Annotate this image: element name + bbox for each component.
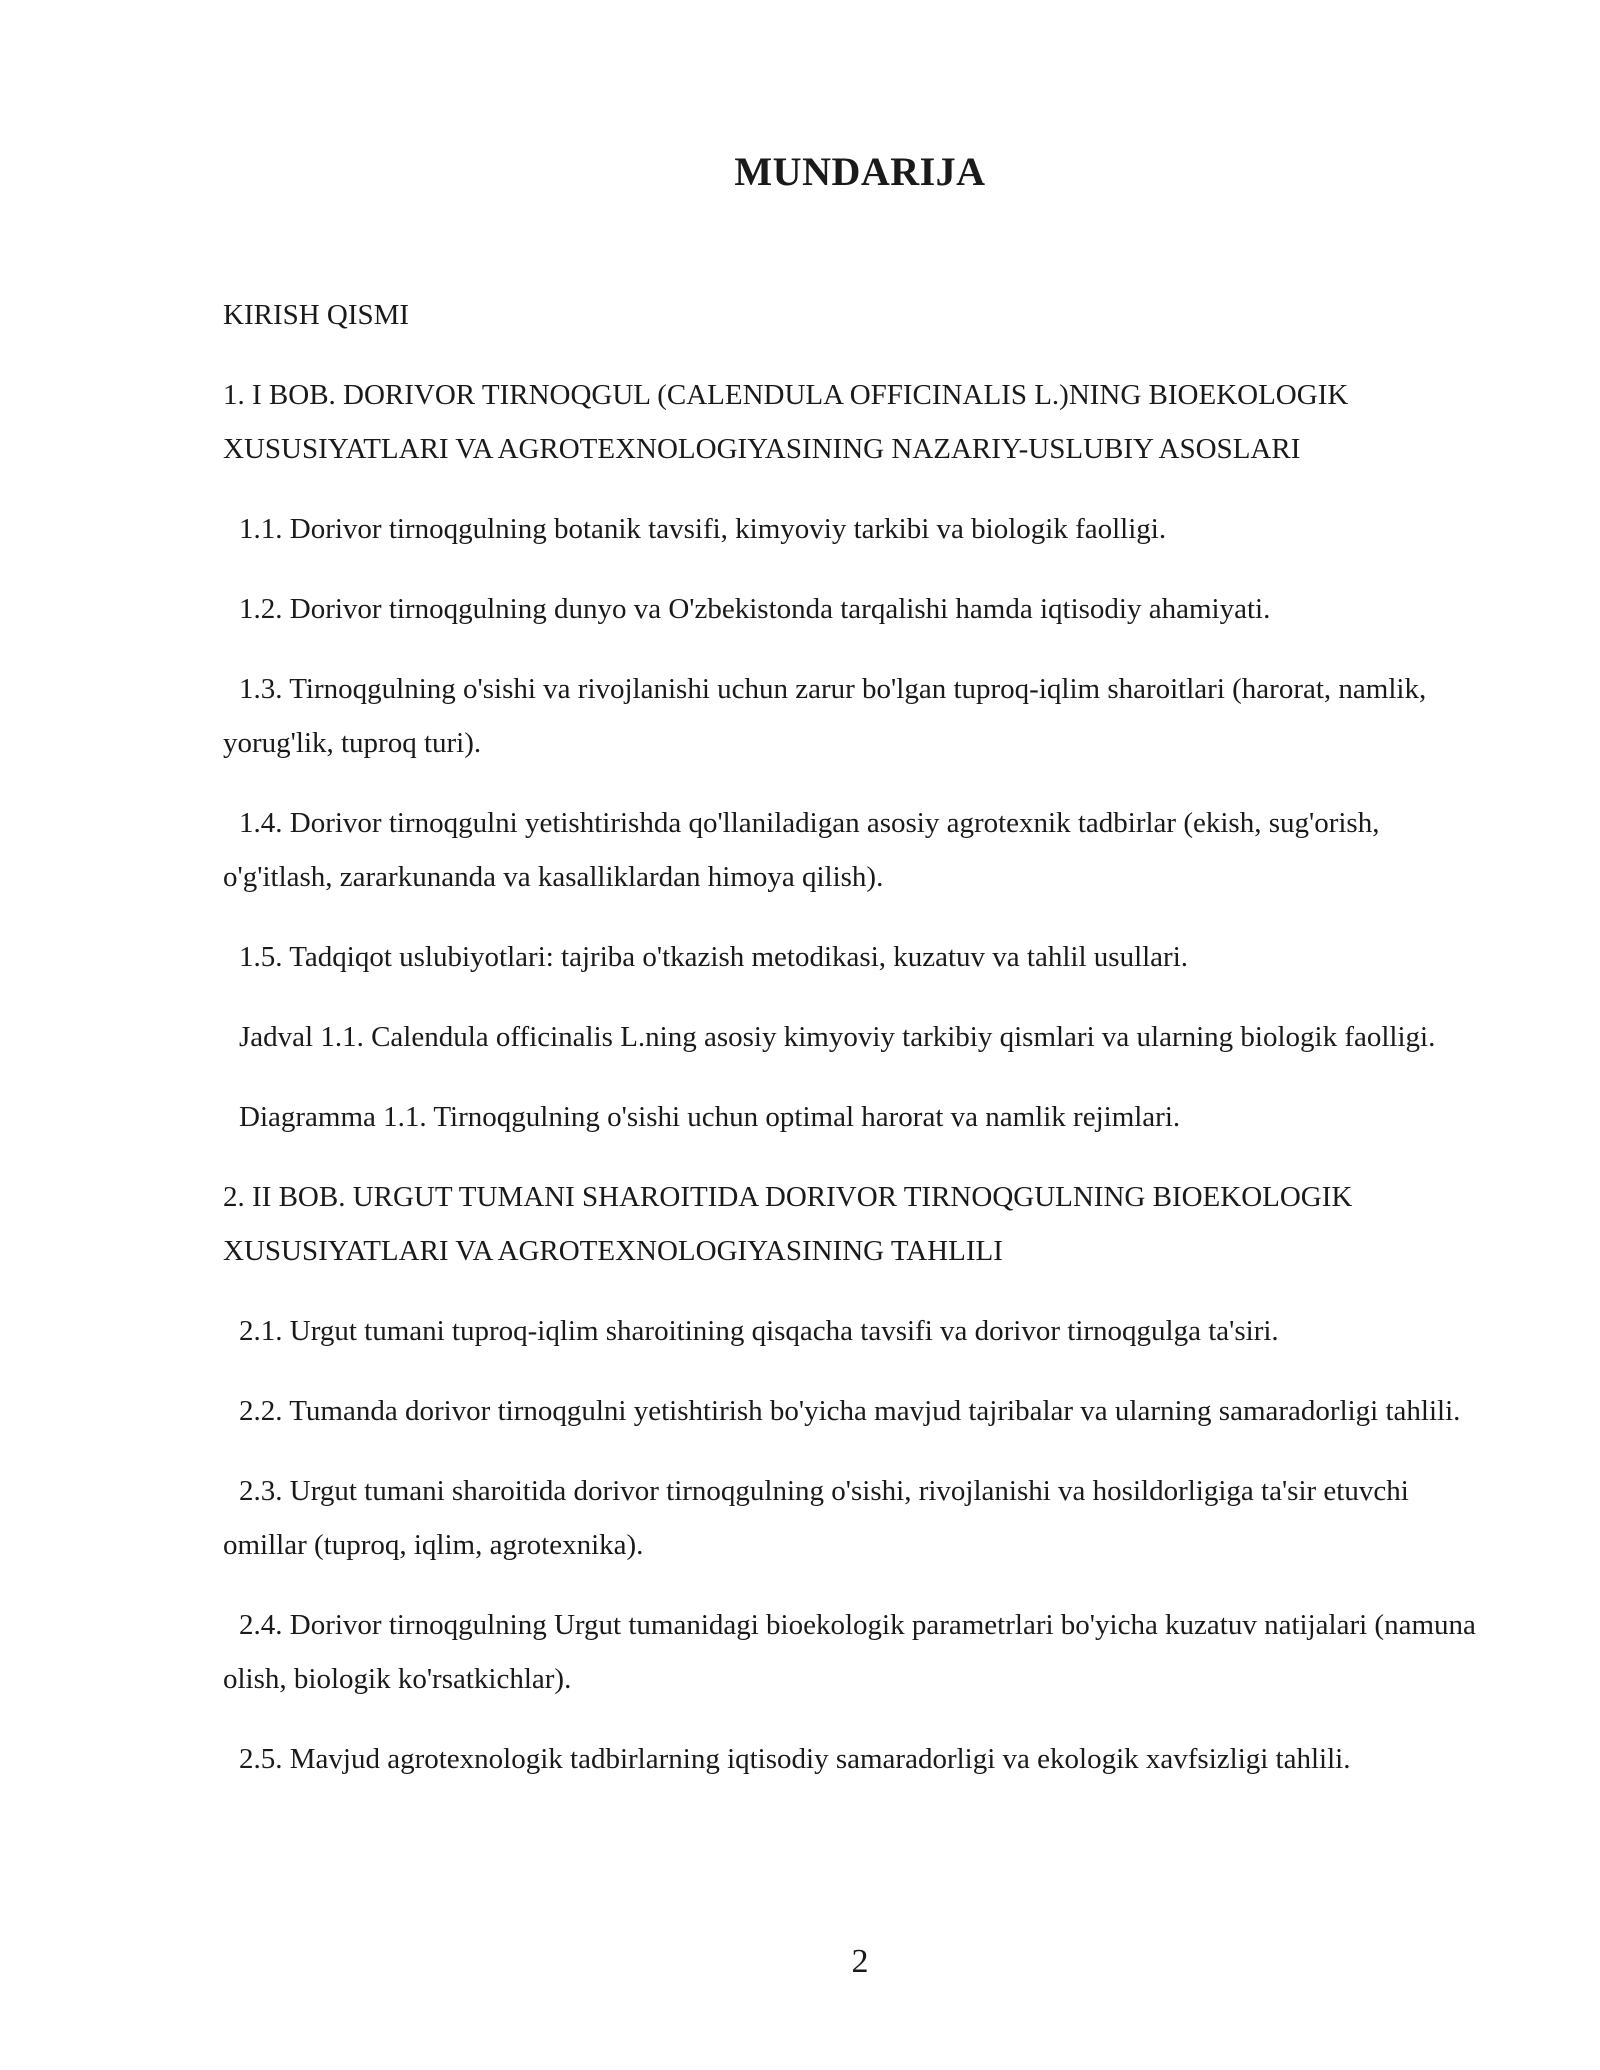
toc-entry-chapter-1: 1. I BOB. DORIVOR TIRNOQGUL (CALENDULA OFFICINALIS L.)NING BIOEKOLOGIK XUSUSIYATLARI VA AGROTEXNOLOGIYASINING NAZARIY-USLUBIY ASOSLARI	[223, 379, 1349, 465]
toc-entry-1-5: 1.5. Tadqiqot uslubiyotlari: tajriba o'tkazish metodikasi, kuzatuv va tahlil usullari.	[239, 941, 1189, 973]
page-number: 2	[851, 1943, 869, 1980]
toc-entry-introduction: KIRISH QISMI	[223, 299, 410, 331]
toc-entry-chapter-2: 2. II BOB. URGUT TUMANI SHAROITIDA DORIVOR TIRNOQGULNING BIOEKOLOGIK XUSUSIYATLARI VA AGROTEXNOLOGIYASINING TAHLILI	[223, 1181, 1353, 1267]
toc-entry-1-3: 1.3. Tirnoqgulning o'sishi va rivojlanishi uchun zarur bo'lgan tuproq-iqlim sharoitlari (harorat, namlik, yorug'lik, tuproq turi).	[223, 673, 1427, 759]
toc-entry-1-1: 1.1. Dorivor tirnoqgulning botanik tavsifi, kimyoviy tarkibi va biologik faolligi.	[239, 513, 1167, 545]
toc-entry-1-2: 1.2. Dorivor tirnoqgulning dunyo va O'zbekistonda tarqalishi hamda iqtisodiy ahamiyati.	[239, 593, 1271, 625]
toc-entry-1-4: 1.4. Dorivor tirnoqgulni yetishtirishda qo'llaniladigan asosiy agrotexnik tadbirlar (ekish, sug'orish, o'g'itlash, zararkunanda va kasalliklardan himoya qilish).	[223, 807, 1380, 893]
toc-entry-table-1-1: Jadval 1.1. Calendula officinalis L.ning asosiy kimyoviy tarkibiy qismlari va ularning biologik faolligi.	[239, 1021, 1436, 1053]
table-of-contents	[223, 288, 1485, 1812]
toc-entry-diagram-1-1: Diagramma 1.1. Tirnoqgulning o'sishi uchun optimal harorat va namlik rejimlari.	[239, 1101, 1181, 1133]
toc-entry-2-3: 2.3. Urgut tumani sharoitida dorivor tirnoqgulning o'sishi, rivojlanishi va hosildorligiga ta'sir etuvchi omillar (tuproq, iqlim, agrotexnika).	[223, 1475, 1409, 1561]
toc-entry-2-1: 2.1. Urgut tumani tuproq-iqlim sharoitining qisqacha tavsifi va dorivor tirnoqgulga ta'siri.	[239, 1315, 1279, 1347]
toc-entry-2-4: 2.4. Dorivor tirnoqgulning Urgut tumanidagi bioekologik parametrlari bo'yicha kuzatuv natijalari (namuna olish, biologik ko'rsatkichlar).	[223, 1609, 1476, 1695]
page-title: MUNDARIJA	[734, 149, 986, 194]
toc-entry-2-2: 2.2. Tumanda dorivor tirnoqgulni yetishtirish bo'yicha mavjud tajribalar va ularning samaradorligi tahlili.	[239, 1395, 1461, 1427]
toc-entry-2-5: 2.5. Mavjud agrotexnologik tadbirlarning iqtisodiy samaradorligi va ekologik xavfsizligi tahlili.	[239, 1743, 1351, 1775]
